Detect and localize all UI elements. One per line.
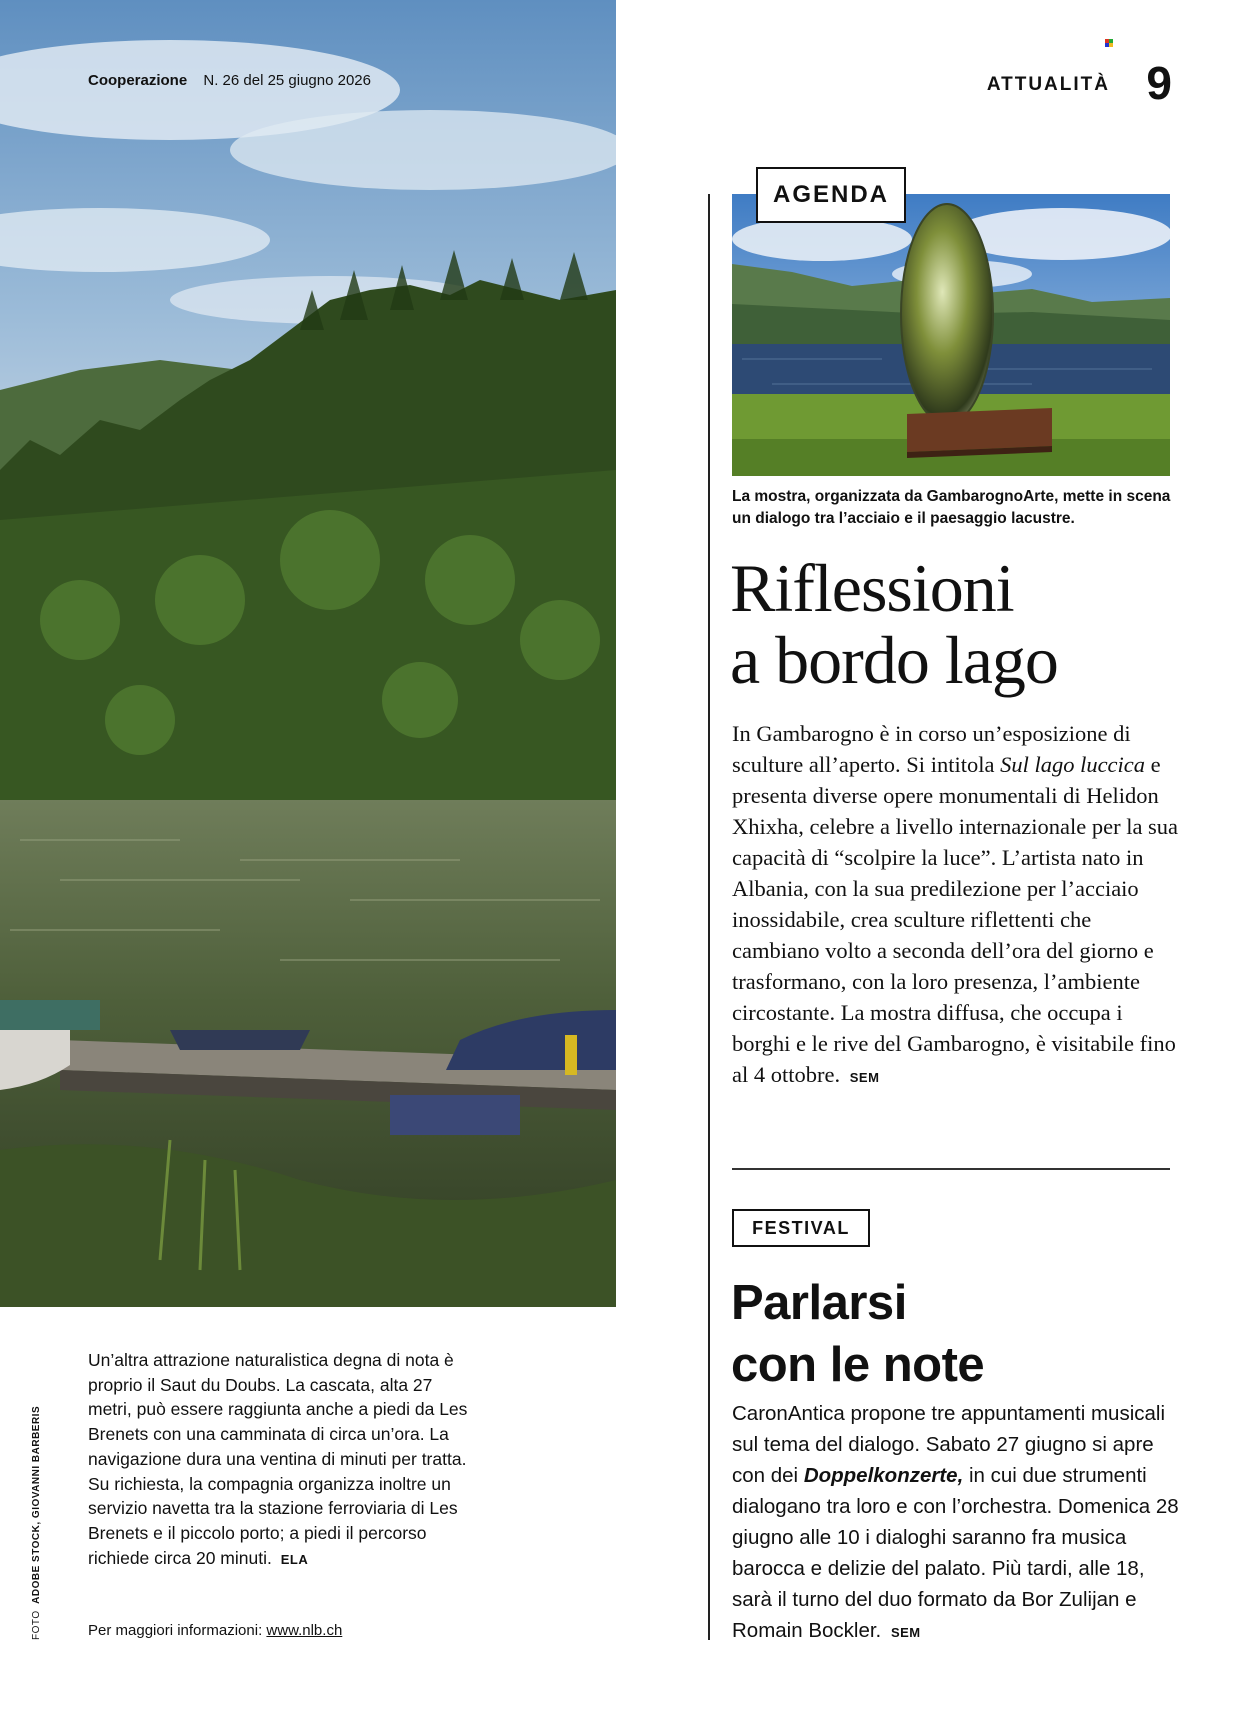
festival-headline xyxy=(731,1272,1171,1396)
issue-date: N. 26 del 25 giugno 2026 xyxy=(203,72,371,89)
masthead xyxy=(88,72,371,89)
festival-tag: FESTIVAL xyxy=(732,1209,870,1247)
agenda-photo-caption: La mostra, organizzata da GambarognoArte, mette in scena un dialogo tra l’acciaio e il paesaggio lacustre. xyxy=(732,488,1171,527)
more-info-label: Per maggiori informazioni: xyxy=(88,1622,263,1639)
publication-name: Cooperazione xyxy=(88,72,188,89)
left-signature: ELA xyxy=(280,1551,309,1567)
photo-credit xyxy=(31,1406,42,1640)
photo-credit-prefix: FOTO xyxy=(31,1610,42,1640)
column-divider xyxy=(708,194,710,1640)
agenda-headline-line2: a bordo lago xyxy=(730,622,1058,698)
festival-signature: SEM xyxy=(890,1625,921,1640)
agenda-body-part2: e presenta diverse opere monumentali di Helidon Xhixha, celebre a livello internazionale per la sua capacità di “scolpire la luce”. L’artista nato in Albania, con la sua predilezione per l’acciaio inossidabile, crea sculture riflettenti che cambiano volto a seconda dell’ora del giorno e trasformano, con la loro presenza, l’ambiente circostante. La mostra diffusa, che occupa i borghi e le rive del Gambarogno, è visitabile fino al 4 ottobre. xyxy=(732,752,1179,1087)
festival-body xyxy=(732,1398,1180,1648)
agenda-body-italic: Sul lago luccica xyxy=(1000,752,1146,777)
agenda-body xyxy=(732,718,1180,1093)
more-info xyxy=(88,1622,342,1639)
page-number: 9 xyxy=(1146,57,1172,109)
festival-body-part1: CaronAntica propone tre appuntamenti musicali sul tema del dialogo. Sabato 27 giugno si apre con dei xyxy=(732,1402,1166,1487)
photo-credit-names: ADOBE STOCK, GIOVANNI BARBERIS xyxy=(31,1405,42,1604)
agenda-headline xyxy=(730,552,1170,696)
more-info-link[interactable]: www.nlb.ch xyxy=(266,1622,343,1639)
festival-body-italic: Doppelkonzerte, xyxy=(803,1464,964,1487)
agenda-body-part1: In Gambarogno è in corso un’esposizione di sculture all’aperto. Si intitola xyxy=(732,721,1131,777)
agenda-signature: SEM xyxy=(849,1070,880,1085)
agenda-tag: AGENDA xyxy=(756,167,906,223)
section-label: ATTUALITÀ xyxy=(986,74,1110,95)
section-divider xyxy=(732,1168,1170,1170)
sculpture-photo xyxy=(732,194,1170,476)
agenda-headline-line1: Riflessioni xyxy=(730,550,1014,626)
left-paragraph-text: Un’altra attrazione naturalistica degna di nota è proprio il Saut du Doubs. La cascata, alta 27 metri, può essere raggiunta anche a piedi da Les Brenets con una camminata di circa un’ora. La navigazione dura una ventina di minuti per tratta. Su richiesta, la compagnia organizza inoltre un servizio navetta tra la stazione ferroviaria di Les Brenets e il piccolo porto; a piedi il percorso richiede circa 20 minuti. xyxy=(88,1350,468,1568)
festival-headline-line1: Parlarsi xyxy=(731,1276,907,1330)
print-color-mark-icon xyxy=(1105,34,1113,42)
festival-body-part2: in cui due strumenti dialogano tra loro e con l’orchestra. Domenica 28 giugno alle 10 i dialoghi saranno fra musica barocca e delizie del palato. Più tardi, alle 18, sarà il turno del duo formato da Bor Zulijan e Romain Bockler. xyxy=(732,1464,1179,1642)
festival-headline-line2: con le note xyxy=(731,1338,985,1392)
saut-du-doubs-paragraph xyxy=(88,1348,468,1572)
lake-photo xyxy=(0,0,616,1307)
